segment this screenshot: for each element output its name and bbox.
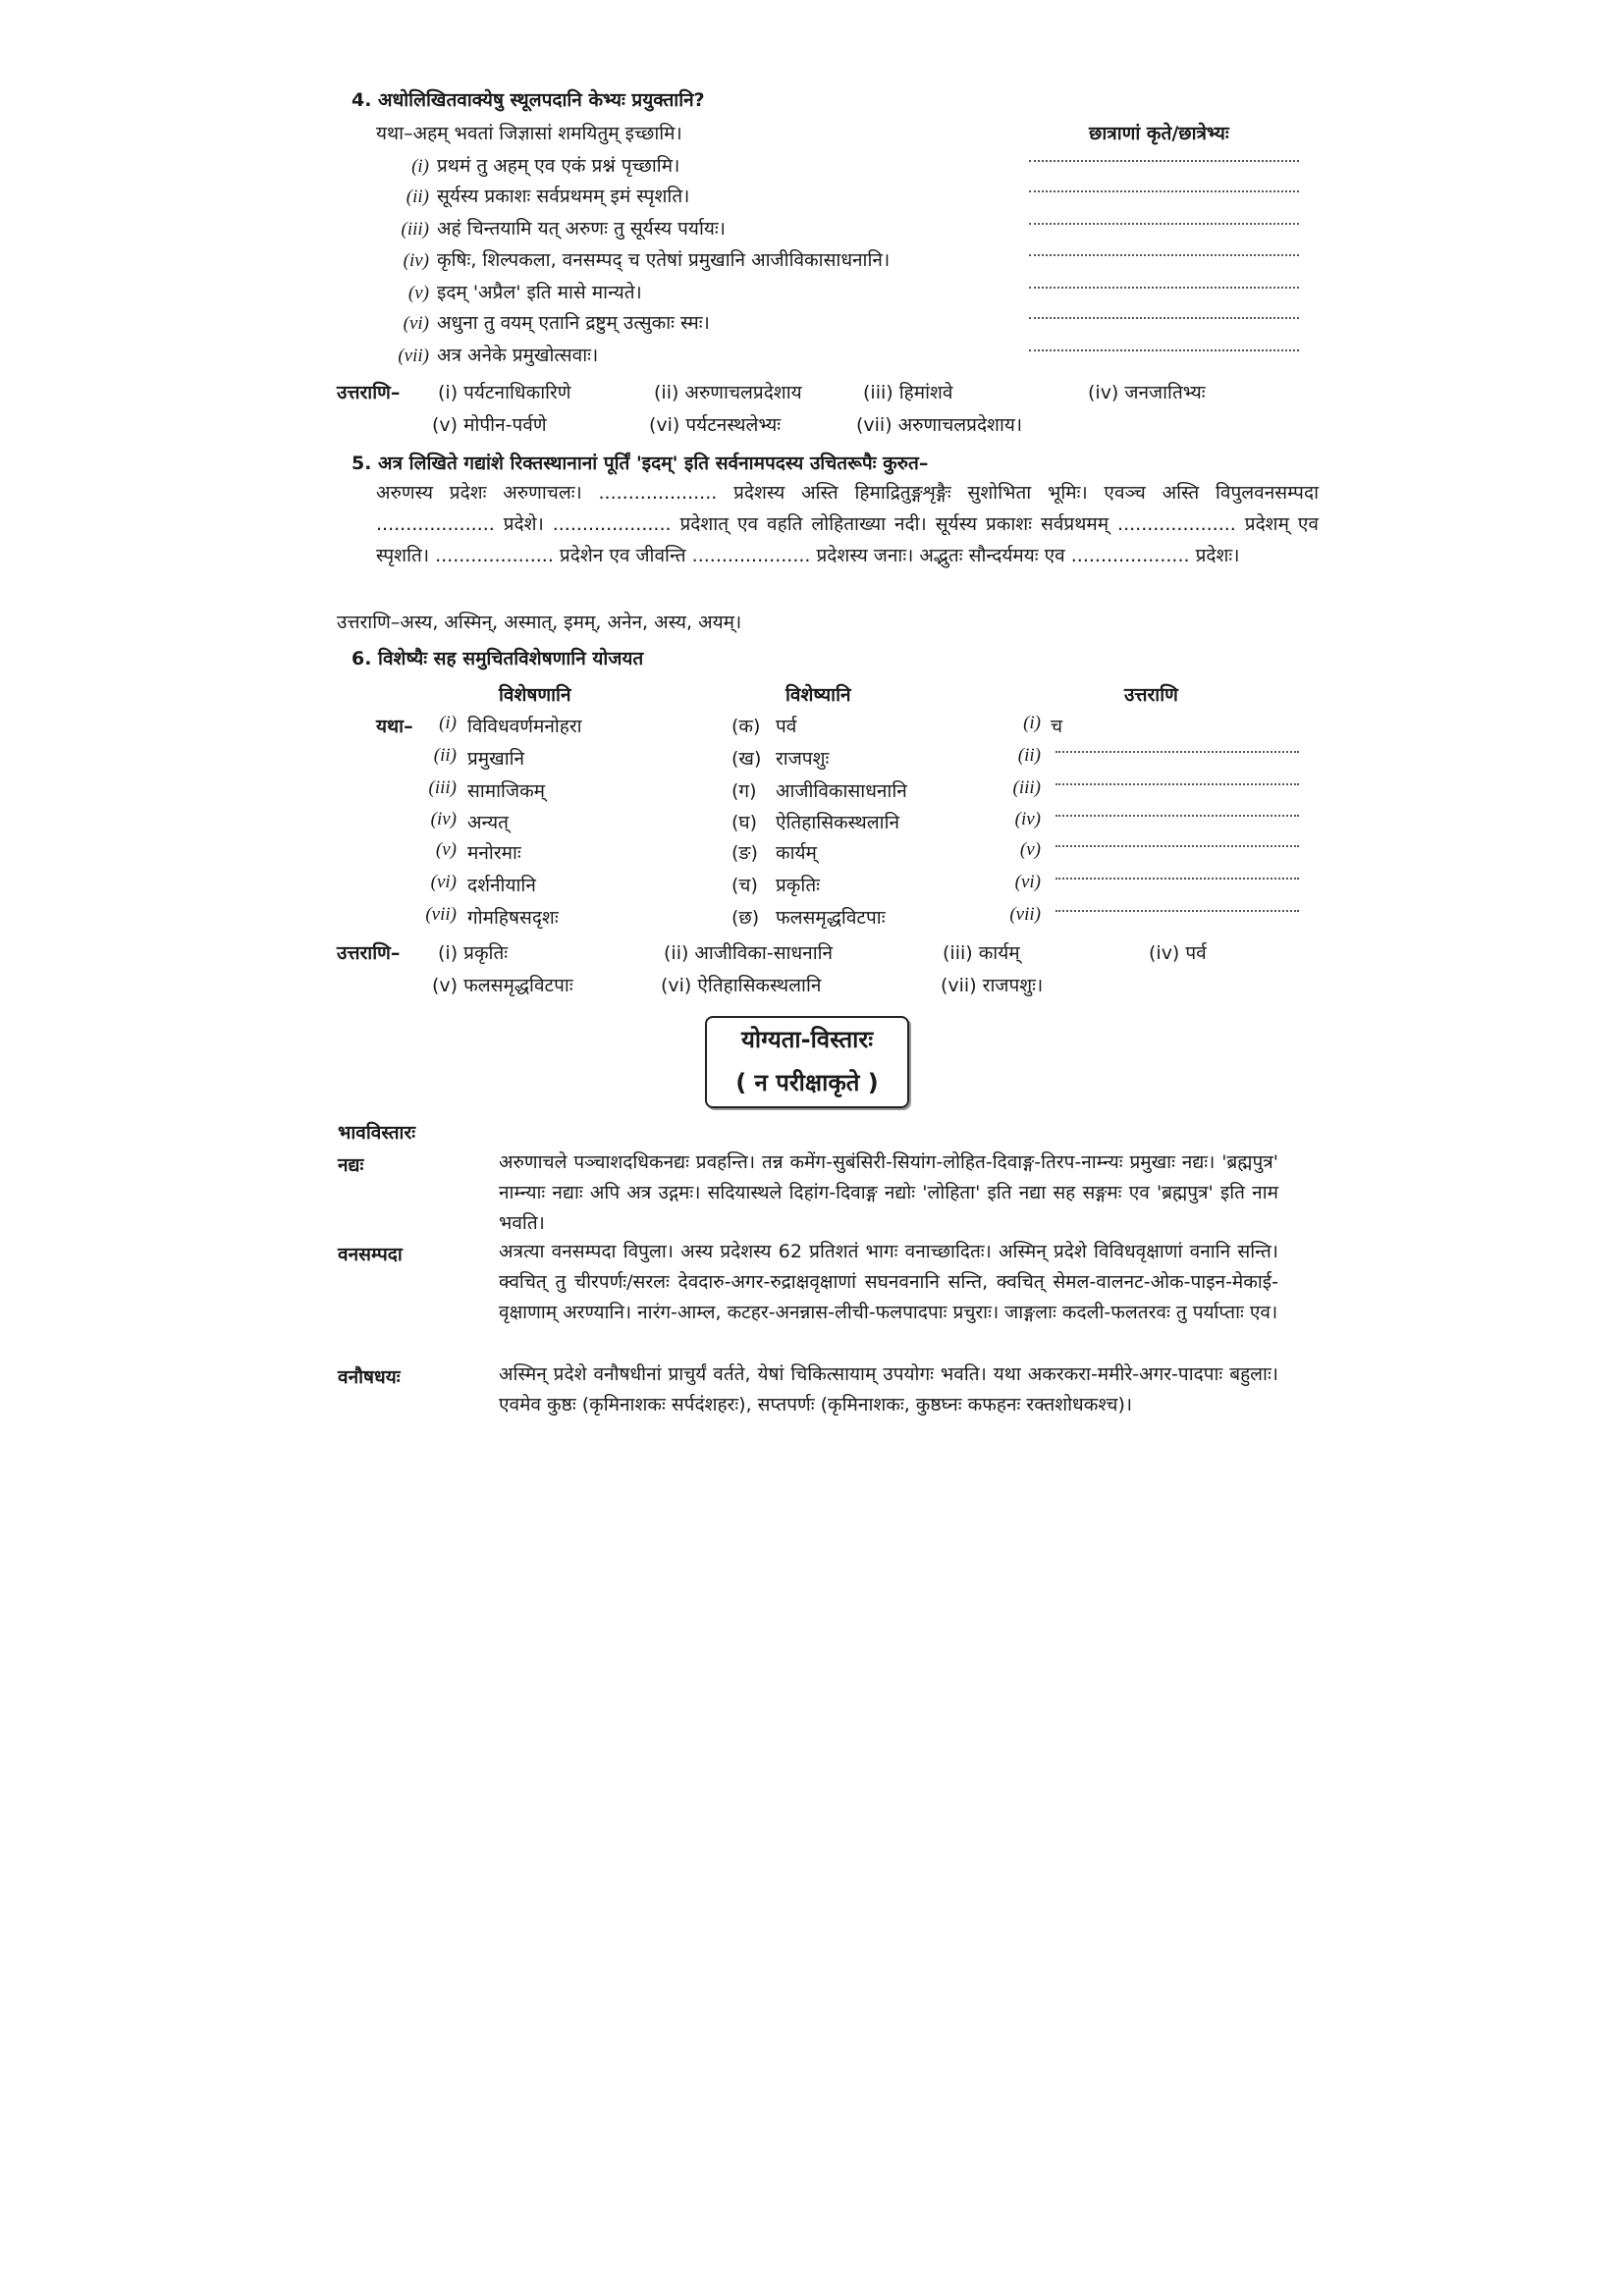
visheshya: राजपशुः xyxy=(776,748,830,770)
item-text: अधुना तु वयम् एतानि द्रष्टुम् उत्सुकाः स्मः। xyxy=(437,312,710,334)
row-letter: (ख) xyxy=(731,748,762,770)
row-number: (vii) xyxy=(425,904,457,925)
bhava-section-label: वनसम्पदा xyxy=(338,1244,403,1265)
item-number: (iv) xyxy=(403,250,429,271)
q4-example-answer: छात्राणां कृते/छात्रेभ्यः xyxy=(1089,123,1229,144)
answer-blank[interactable] xyxy=(1055,751,1299,753)
q6-answer: (iii) कार्यम् xyxy=(943,942,1020,964)
q4-item xyxy=(378,215,726,240)
q4-answer: (iii) हिमांशवे xyxy=(863,382,953,403)
q4-answer: (iv) जनजातिभ्यः xyxy=(1088,382,1206,403)
visheshya: फलसमृद्धविटपाः xyxy=(776,907,886,929)
visheshya: ऐतिहासिकस्थलानि xyxy=(776,812,900,833)
answer-blank[interactable] xyxy=(1029,287,1299,289)
q6-title: 6. विशेष्यैः सह समुचितविशेषणानि योजयत xyxy=(352,648,644,669)
bhava-section-text: अस्मिन् प्रदेशे वनौषधीनां प्राचुर्यं वर्तते, येषां चिकित्सायाम् उपयोगः भवति। यथा अकरकरा-ममीरे-अगर-पादपाः बहुलाः। एवमेव कुष्ठः (कृमिनाशकः सर्पदंशहरः), सप्तपर्णः (कृमिनाशकः, कुष्ठघ्नः कफहनः रक्तशोधकश्च)। xyxy=(499,1363,1278,1415)
item-number: (ii) xyxy=(406,187,429,207)
row-letter: (ग) xyxy=(731,780,757,802)
bhava-title: भावविस्तारः xyxy=(338,1122,416,1144)
q6-header-visheshanani: विशेषणानि xyxy=(499,684,571,706)
q4-answer: (i) पर्यटनाधिकारिणे xyxy=(438,382,571,403)
q4-answer: (vii) अरुणाचलप्रदेशाय। xyxy=(856,414,1023,436)
answer-blank[interactable] xyxy=(1029,223,1299,225)
row-number: (ii) xyxy=(433,745,457,766)
row-number: (vi) xyxy=(430,872,457,892)
q6-answers-label: उत्तराणि– xyxy=(337,942,401,964)
row-letter: (ङ) xyxy=(731,842,758,864)
answer-number: (vii) xyxy=(1009,904,1041,925)
visheshana: गोमहिषसदृशः xyxy=(467,907,559,929)
item-text: अहं चिन्तयामि यत् अरुणः तु सूर्यस्य पर्यायः। xyxy=(437,218,726,240)
q6-answer: (iv) पर्व xyxy=(1149,942,1207,964)
row-number: (i) xyxy=(439,713,457,733)
visheshya: पर्व xyxy=(776,716,797,737)
answer-blank[interactable] xyxy=(1055,845,1299,847)
answer-blank[interactable] xyxy=(1055,878,1299,880)
visheshana: दर्शनीयानि xyxy=(467,875,536,896)
visheshana: सामाजिकम् xyxy=(467,780,546,802)
q4-item xyxy=(378,309,710,335)
answer-number: (vi) xyxy=(1014,872,1041,892)
q4-title: 4. अधोलिखितवाक्येषु स्थूलपदानि केभ्यः प्रयुक्तानि? xyxy=(352,89,705,111)
q6-header-visheshyani: विशेष्यानि xyxy=(785,684,851,706)
q4-item xyxy=(378,183,689,208)
item-text: इदम् 'अप्रैल' इति मासे मान्यते। xyxy=(437,282,642,303)
visheshya: आजीविकासाधनानि xyxy=(776,780,907,802)
visheshya: प्रकृतिः xyxy=(776,875,820,896)
visheshana: अन्यत् xyxy=(467,812,509,833)
q5-title: 5. अत्र लिखिते गद्यांशे रिक्तस्थानानां पूर्तिं 'इदम्' इति सर्वनामपदस्य उचितरूपैः कुरुत– xyxy=(352,453,929,474)
q6-example-label: यथा– xyxy=(376,716,413,737)
q6-header-uttarani: उत्तराणि xyxy=(1124,684,1178,706)
box-subtitle: ( न परीक्षाकृते ) xyxy=(735,1069,879,1096)
row-letter: (च) xyxy=(731,875,758,896)
q4-answer: (vi) पर्यटनस्थलेभ्यः xyxy=(649,414,782,436)
q6-answer: (ii) आजीविका-साधनानि xyxy=(664,942,834,964)
yogyata-vistara-box xyxy=(705,1016,909,1108)
item-text: अत्र अनेके प्रमुखोत्सवाः। xyxy=(437,345,599,366)
item-number: (vi) xyxy=(403,313,429,334)
row-letter: (घ) xyxy=(731,812,758,833)
q6-answer: (vii) राजपशुः। xyxy=(941,975,1044,996)
answer-blank[interactable] xyxy=(1029,317,1299,319)
row-letter: (छ) xyxy=(731,907,760,929)
q4-example: यथा–अहम् भवतां जिज्ञासां शमयितुम् इच्छामि। xyxy=(376,123,682,144)
answer-number: (iii) xyxy=(1012,777,1041,798)
answer-text: च xyxy=(1051,716,1063,737)
q4-item xyxy=(378,246,890,272)
item-text: सूर्यस्य प्रकाशः सर्वप्रथमम् इमं स्पृशति। xyxy=(437,186,690,207)
answer-number: (ii) xyxy=(1017,745,1041,766)
row-number: (v) xyxy=(435,839,457,860)
visheshana: विविधवर्णमनोहरा xyxy=(467,716,582,737)
visheshana: मनोरमाः xyxy=(467,842,521,864)
q5-passage: अरुणस्य प्रदेशः अरुणाचलः। .................... प्रदेशस्य अस्ति हिमाद्रितुङ्गशृङ्गैः सुशोभिता भूमिः। एवञ्च अस्ति विपुलवनसम्पदा .................... प्रदेशे। .................... प्रदेशात् एव वहति लोहिताख्या नदी। सूर्यस्य प्रकाशः सर्वप्रथमम् .................... प्रदेशम् एव स्पृशति। .................... प्रदेशेन एव जीवन्ति .................... प्रदेशस्य जनाः। अद्भुतः सौन्दर्यमयः एव .................... प्रदेशः। xyxy=(376,482,1319,566)
answer-blank[interactable] xyxy=(1055,910,1299,912)
visheshana: प्रमुखानि xyxy=(467,748,525,770)
answer-number: (i) xyxy=(1023,713,1041,733)
q6-answer: (i) प्रकृतिः xyxy=(438,942,509,964)
q4-item xyxy=(378,342,598,367)
bhava-section-label: वनौषधयः xyxy=(338,1366,401,1388)
answer-number: (v) xyxy=(1019,839,1041,860)
q4-answer: (v) मोपीन-पर्वणे xyxy=(432,414,547,436)
q5-answers: उत्तराणि–अस्य, अस्मिन्, अस्मात्, इमम्, अनेन, अस्य, अयम्। xyxy=(337,612,742,633)
answer-blank[interactable] xyxy=(1029,160,1299,162)
row-number: (iii) xyxy=(428,777,457,798)
bhava-section-label: नद्यः xyxy=(338,1154,364,1176)
item-number: (i) xyxy=(411,156,429,177)
item-text: प्रथमं तु अहम् एव एकं प्रश्नं पृच्छामि। xyxy=(437,155,680,177)
q6-answer: (v) फलसमृद्धविटपाः xyxy=(432,975,573,996)
bhava-section-text: अरुणाचले पञ्चाशदधिकनद्यः प्रवहन्ति। तन्न कमेंग-सुबंसिरी-सियांग-लोहित-दिवाङ्ग-तिरप-नाम्न्यः प्रमुखाः नद्यः। 'ब्रह्मपुत्र' नाम्न्याः नद्याः अपि अत्र उद्गमः। सदियास्थले दिहांग-दिवाङ्ग नद्योः 'लोहिता' इति नद्या सह सङ्गमः एव 'ब्रह्मपुत्र' इति नाम भवति। xyxy=(499,1151,1278,1234)
box-title: योग्यता-विस्तारः xyxy=(740,1026,874,1053)
q4-answers-label: उत्तराणि– xyxy=(337,382,401,403)
item-number: (v) xyxy=(407,283,429,303)
row-number: (iv) xyxy=(430,809,457,829)
answer-number: (iv) xyxy=(1014,809,1041,829)
answer-blank[interactable] xyxy=(1029,254,1299,256)
item-number: (vii) xyxy=(398,346,429,366)
q4-item xyxy=(378,152,679,178)
answer-blank[interactable] xyxy=(1029,349,1299,351)
item-number: (iii) xyxy=(401,219,429,240)
item-text: कृषिः, शिल्पकला, वनसम्पद् च एतेषां प्रमुखानि आजीविकासाधनानि। xyxy=(437,249,891,271)
q4-item xyxy=(378,279,642,304)
answer-blank[interactable] xyxy=(1055,815,1299,817)
bhava-section-text: अत्रत्या वनसम्पदा विपुला। अस्य प्रदेशस्य 62 प्रतिशतं भागः वनाच्छादितः। अस्मिन् प्रदेशे विविधवृक्षाणां वनानि सन्ति। क्वचित् तु चीरपर्णः/सरलः देवदारु-अगर-रुद्राक्षवृक्षाणां सघनवनानि सन्ति, क्वचित् सेमल-वालनट-ओक-पाइन-मेकाई-वृक्षाणाम् अरण्यानि। नारंग-आम्ल, कटहर-अनन्नास-लीची-फलपादपाः प्रचुराः। जाङ्गलाः कदली-फलतरवः तु पर्याप्ताः एव। xyxy=(499,1241,1278,1323)
answer-blank[interactable] xyxy=(1055,783,1299,785)
answer-blank[interactable] xyxy=(1029,190,1299,192)
q6-answer: (vi) ऐतिहासिकस्थलानि xyxy=(661,975,822,996)
visheshya: कार्यम् xyxy=(776,842,817,864)
q4-answer: (ii) अरुणाचलप्रदेशाय xyxy=(654,382,802,403)
row-letter: (क) xyxy=(731,716,761,737)
